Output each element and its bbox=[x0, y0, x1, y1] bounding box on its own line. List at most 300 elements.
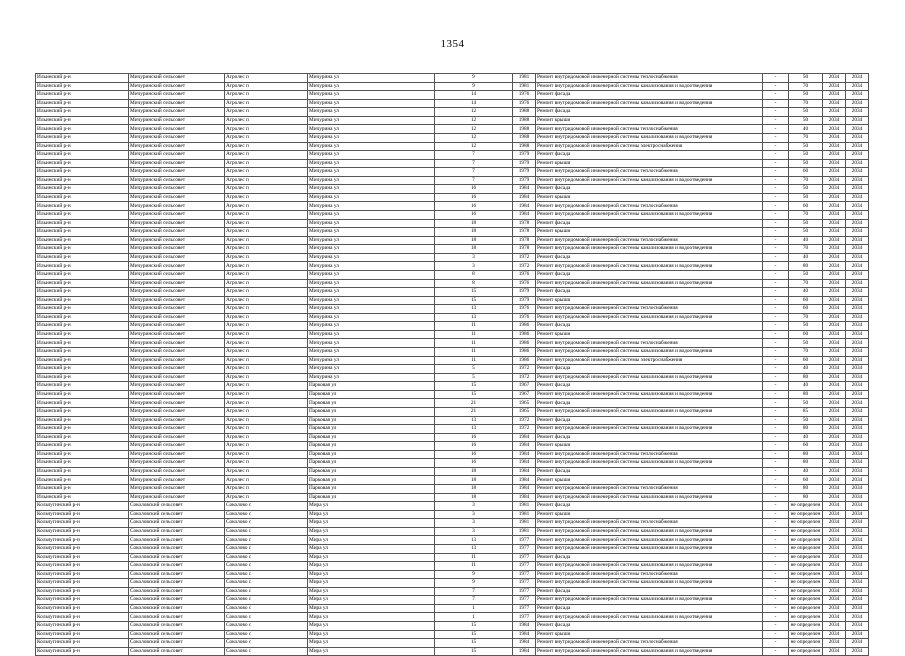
table-row bbox=[36, 236, 869, 245]
work-type-cell: Ремонт внутридомовой инженерной системы канализования и водоотведения bbox=[536, 390, 763, 399]
table-row bbox=[36, 416, 869, 425]
start-year-cell: 2034 bbox=[823, 433, 846, 442]
cost-cell: 80 bbox=[789, 450, 823, 459]
settlement-cell: Соколово с bbox=[225, 562, 308, 571]
settlement-cell: Соколово с bbox=[225, 639, 308, 648]
end-year-cell: 2034 bbox=[846, 604, 869, 613]
end-year-cell: 2034 bbox=[846, 245, 869, 254]
start-year-cell: 2034 bbox=[823, 348, 846, 357]
start-year-cell: 2034 bbox=[823, 125, 846, 134]
house-number-cell: 7 bbox=[435, 151, 513, 160]
house-number-cell: 18 bbox=[435, 493, 513, 502]
street-cell: Мира ул bbox=[308, 519, 435, 528]
settlement-cell: Агролес п bbox=[225, 390, 308, 399]
district-cell: Ильинский р-н bbox=[36, 296, 129, 305]
end-year-cell: 2034 bbox=[846, 476, 869, 485]
cost-cell: не определен bbox=[789, 570, 823, 579]
council-cell: Соколовский сельсовет bbox=[129, 647, 225, 656]
dash-cell: - bbox=[763, 270, 789, 279]
year-cell: 1979 bbox=[513, 151, 536, 160]
district-cell: Ильинский р-н bbox=[36, 202, 129, 211]
cost-cell: 50 bbox=[789, 116, 823, 125]
start-year-cell: 2034 bbox=[823, 176, 846, 185]
council-cell: Мичуринский сельсовет bbox=[129, 476, 225, 485]
council-cell: Соколовский сельсовет bbox=[129, 622, 225, 631]
start-year-cell: 2034 bbox=[823, 485, 846, 494]
cost-cell: 60 bbox=[789, 442, 823, 451]
street-cell: Мира ул bbox=[308, 639, 435, 648]
dash-cell: - bbox=[763, 168, 789, 177]
street-cell: Мичурина ул bbox=[308, 74, 435, 83]
house-number-cell: 18 bbox=[435, 219, 513, 228]
house-number-cell: 5 bbox=[435, 373, 513, 382]
dash-cell: - bbox=[763, 313, 789, 322]
cost-cell: 60 bbox=[789, 356, 823, 365]
end-year-cell: 2034 bbox=[846, 348, 869, 357]
start-year-cell: 2034 bbox=[823, 245, 846, 254]
table-row bbox=[36, 630, 869, 639]
end-year-cell: 2034 bbox=[846, 108, 869, 117]
council-cell: Мичуринский сельсовет bbox=[129, 279, 225, 288]
district-cell: Ильинский р-н bbox=[36, 74, 129, 83]
table-row bbox=[36, 202, 869, 211]
work-type-cell: Ремонт фасада bbox=[536, 91, 763, 100]
district-cell: Ильинский р-н bbox=[36, 288, 129, 297]
street-cell: Парковая ул bbox=[308, 467, 435, 476]
street-cell: Мира ул bbox=[308, 587, 435, 596]
year-cell: 1977 bbox=[513, 562, 536, 571]
start-year-cell: 2034 bbox=[823, 390, 846, 399]
year-cell: 1984 bbox=[513, 442, 536, 451]
start-year-cell: 2034 bbox=[823, 579, 846, 588]
year-cell: 1984 bbox=[513, 647, 536, 656]
council-cell: Мичуринский сельсовет bbox=[129, 236, 225, 245]
year-cell: 1972 bbox=[513, 365, 536, 374]
house-number-cell: 12 bbox=[435, 142, 513, 151]
settlement-cell: Агролес п bbox=[225, 279, 308, 288]
cost-cell: не определен bbox=[789, 596, 823, 605]
table-row bbox=[36, 116, 869, 125]
year-cell: 1977 bbox=[513, 536, 536, 545]
dash-cell: - bbox=[763, 622, 789, 631]
table-row bbox=[36, 382, 869, 391]
district-cell: Ильинский р-н bbox=[36, 159, 129, 168]
dash-cell: - bbox=[763, 330, 789, 339]
settlement-cell: Агролес п bbox=[225, 467, 308, 476]
dash-cell: - bbox=[763, 219, 789, 228]
table-row bbox=[36, 425, 869, 434]
work-type-cell: Ремонт внутридомовой инженерной системы канализования и водоотведения bbox=[536, 313, 763, 322]
council-cell: Мичуринский сельсовет bbox=[129, 407, 225, 416]
street-cell: Парковая ул bbox=[308, 442, 435, 451]
cost-cell: не определен bbox=[789, 604, 823, 613]
cost-cell: 50 bbox=[789, 193, 823, 202]
council-cell: Мичуринский сельсовет bbox=[129, 74, 225, 83]
council-cell: Соколовский сельсовет bbox=[129, 579, 225, 588]
settlement-cell: Агролес п bbox=[225, 356, 308, 365]
house-number-cell: 3 bbox=[435, 502, 513, 511]
year-cell: 1981 bbox=[513, 510, 536, 519]
council-cell: Мичуринский сельсовет bbox=[129, 399, 225, 408]
settlement-cell: Агролес п bbox=[225, 425, 308, 434]
work-type-cell: Ремонт крыши bbox=[536, 296, 763, 305]
settlement-cell: Агролес п bbox=[225, 116, 308, 125]
page-number: 1354 bbox=[440, 38, 465, 50]
year-cell: 1984 bbox=[513, 467, 536, 476]
year-cell: 1984 bbox=[513, 639, 536, 648]
start-year-cell: 2034 bbox=[823, 228, 846, 237]
cost-cell: 40 bbox=[789, 382, 823, 391]
district-cell: Ильинский р-н bbox=[36, 390, 129, 399]
year-cell: 1984 bbox=[513, 630, 536, 639]
start-year-cell: 2034 bbox=[823, 159, 846, 168]
cost-cell: 50 bbox=[789, 228, 823, 237]
settlement-cell: Агролес п bbox=[225, 176, 308, 185]
district-cell: Ильинский р-н bbox=[36, 168, 129, 177]
work-type-cell: Ремонт крыши bbox=[536, 228, 763, 237]
work-type-cell: Ремонт внутридомовой инженерной системы канализования и водоотведения bbox=[536, 544, 763, 553]
dash-cell: - bbox=[763, 185, 789, 194]
start-year-cell: 2034 bbox=[823, 91, 846, 100]
council-cell: Мичуринский сельсовет bbox=[129, 91, 225, 100]
house-number-cell: 15 bbox=[435, 390, 513, 399]
house-number-cell: 16 bbox=[435, 202, 513, 211]
cost-cell: 50 bbox=[789, 416, 823, 425]
year-cell: 1981 bbox=[513, 519, 536, 528]
end-year-cell: 2034 bbox=[846, 305, 869, 314]
start-year-cell: 2034 bbox=[823, 151, 846, 160]
work-type-cell: Ремонт внутридомовой инженерной системы канализования и водоотведения bbox=[536, 373, 763, 382]
dash-cell: - bbox=[763, 228, 789, 237]
dash-cell: - bbox=[763, 142, 789, 151]
district-cell: Кольчугинский р-н bbox=[36, 596, 129, 605]
table-row bbox=[36, 450, 869, 459]
settlement-cell: Соколово с bbox=[225, 544, 308, 553]
street-cell: Парковая ул bbox=[308, 399, 435, 408]
cost-cell: 70 bbox=[789, 176, 823, 185]
end-year-cell: 2034 bbox=[846, 562, 869, 571]
end-year-cell: 2034 bbox=[846, 330, 869, 339]
dash-cell: - bbox=[763, 356, 789, 365]
work-type-cell: Ремонт фасада bbox=[536, 467, 763, 476]
dash-cell: - bbox=[763, 373, 789, 382]
settlement-cell: Агролес п bbox=[225, 151, 308, 160]
year-cell: 1976 bbox=[513, 305, 536, 314]
year-cell: 1979 bbox=[513, 176, 536, 185]
cost-cell: не определен bbox=[789, 562, 823, 571]
start-year-cell: 2034 bbox=[823, 467, 846, 476]
year-cell: 1984 bbox=[513, 211, 536, 220]
street-cell: Мичурина ул bbox=[308, 151, 435, 160]
work-type-cell: Ремонт внутридомовой инженерной системы теплоснабжения bbox=[536, 202, 763, 211]
dash-cell: - bbox=[763, 407, 789, 416]
council-cell: Соколовский сельсовет bbox=[129, 604, 225, 613]
settlement-cell: Соколово с bbox=[225, 622, 308, 631]
work-type-cell: Ремонт крыши bbox=[536, 193, 763, 202]
council-cell: Мичуринский сельсовет bbox=[129, 416, 225, 425]
settlement-cell: Агролес п bbox=[225, 219, 308, 228]
year-cell: 1977 bbox=[513, 579, 536, 588]
cost-cell: 50 bbox=[789, 151, 823, 160]
work-type-cell: Ремонт крыши bbox=[536, 510, 763, 519]
street-cell: Парковая ул bbox=[308, 416, 435, 425]
district-cell: Кольчугинский р-н bbox=[36, 570, 129, 579]
work-type-cell: Ремонт фасада bbox=[536, 270, 763, 279]
end-year-cell: 2034 bbox=[846, 339, 869, 348]
district-cell: Ильинский р-н bbox=[36, 116, 129, 125]
dash-cell: - bbox=[763, 365, 789, 374]
end-year-cell: 2034 bbox=[846, 433, 869, 442]
work-type-cell: Ремонт фасада bbox=[536, 253, 763, 262]
end-year-cell: 2034 bbox=[846, 527, 869, 536]
cost-cell: 80 bbox=[789, 262, 823, 271]
end-year-cell: 2034 bbox=[846, 168, 869, 177]
district-cell: Ильинский р-н bbox=[36, 91, 129, 100]
cost-cell: 70 bbox=[789, 133, 823, 142]
house-number-cell: 3 bbox=[435, 253, 513, 262]
house-number-cell: 15 bbox=[435, 622, 513, 631]
end-year-cell: 2034 bbox=[846, 407, 869, 416]
street-cell: Мира ул bbox=[308, 604, 435, 613]
dash-cell: - bbox=[763, 604, 789, 613]
work-type-cell: Ремонт внутридомовой инженерной системы канализования и водоотведения bbox=[536, 133, 763, 142]
work-type-cell: Ремонт внутридомовой инженерной системы теплоснабжения bbox=[536, 450, 763, 459]
cost-cell: не определен bbox=[789, 579, 823, 588]
table-row bbox=[36, 399, 869, 408]
start-year-cell: 2034 bbox=[823, 587, 846, 596]
district-cell: Кольчугинский р-н bbox=[36, 502, 129, 511]
work-type-cell: Ремонт фасада bbox=[536, 185, 763, 194]
council-cell: Мичуринский сельсовет bbox=[129, 433, 225, 442]
dash-cell: - bbox=[763, 305, 789, 314]
street-cell: Мичурина ул bbox=[308, 133, 435, 142]
table-row bbox=[36, 570, 869, 579]
dash-cell: - bbox=[763, 519, 789, 528]
end-year-cell: 2034 bbox=[846, 185, 869, 194]
settlement-cell: Агролес п bbox=[225, 270, 308, 279]
district-cell: Кольчугинский р-н bbox=[36, 613, 129, 622]
table-row bbox=[36, 510, 869, 519]
year-cell: 1988 bbox=[513, 133, 536, 142]
cost-cell: 40 bbox=[789, 467, 823, 476]
table-row bbox=[36, 91, 869, 100]
year-cell: 1988 bbox=[513, 116, 536, 125]
cost-cell: 60 bbox=[789, 296, 823, 305]
settlement-cell: Агролес п bbox=[225, 305, 308, 314]
cost-cell: 85 bbox=[789, 407, 823, 416]
street-cell: Мичурина ул bbox=[308, 91, 435, 100]
end-year-cell: 2034 bbox=[846, 142, 869, 151]
start-year-cell: 2034 bbox=[823, 399, 846, 408]
cost-cell: 60 bbox=[789, 305, 823, 314]
district-cell: Ильинский р-н bbox=[36, 476, 129, 485]
table-row bbox=[36, 485, 869, 494]
table-row bbox=[36, 622, 869, 631]
start-year-cell: 2034 bbox=[823, 82, 846, 91]
start-year-cell: 2034 bbox=[823, 356, 846, 365]
dash-cell: - bbox=[763, 262, 789, 271]
dash-cell: - bbox=[763, 510, 789, 519]
cost-cell: 70 bbox=[789, 279, 823, 288]
work-type-cell: Ремонт крыши bbox=[536, 476, 763, 485]
start-year-cell: 2034 bbox=[823, 339, 846, 348]
council-cell: Мичуринский сельсовет bbox=[129, 348, 225, 357]
work-type-cell: Ремонт внутридомовой инженерной системы теплоснабжения bbox=[536, 339, 763, 348]
district-cell: Ильинский р-н bbox=[36, 425, 129, 434]
start-year-cell: 2034 bbox=[823, 236, 846, 245]
start-year-cell: 2034 bbox=[823, 382, 846, 391]
year-cell: 1977 bbox=[513, 613, 536, 622]
work-type-cell: Ремонт внутридомовой инженерной системы канализования и водоотведения bbox=[536, 579, 763, 588]
end-year-cell: 2034 bbox=[846, 502, 869, 511]
table-row bbox=[36, 613, 869, 622]
street-cell: Мичурина ул bbox=[308, 99, 435, 108]
district-cell: Ильинский р-н bbox=[36, 262, 129, 271]
work-type-cell: Ремонт внутридомовой инженерной системы канализования и водоотведения bbox=[536, 562, 763, 571]
settlement-cell: Агролес п bbox=[225, 236, 308, 245]
street-cell: Мичурина ул bbox=[308, 185, 435, 194]
year-cell: 1977 bbox=[513, 604, 536, 613]
council-cell: Мичуринский сельсовет bbox=[129, 151, 225, 160]
work-type-cell: Ремонт внутридомовой инженерной системы канализования и водоотведения bbox=[536, 348, 763, 357]
council-cell: Соколовский сельсовет bbox=[129, 502, 225, 511]
settlement-cell: Агролес п bbox=[225, 125, 308, 134]
street-cell: Мичурина ул bbox=[308, 168, 435, 177]
cost-cell: 60 bbox=[789, 476, 823, 485]
dash-cell: - bbox=[763, 587, 789, 596]
end-year-cell: 2034 bbox=[846, 570, 869, 579]
table-row bbox=[36, 185, 869, 194]
dash-cell: - bbox=[763, 596, 789, 605]
year-cell: 1981 bbox=[513, 527, 536, 536]
street-cell: Мичурина ул bbox=[308, 236, 435, 245]
work-type-cell: Ремонт внутридомовой инженерной системы канализования и водоотведения bbox=[536, 262, 763, 271]
work-type-cell: Ремонт фасада bbox=[536, 622, 763, 631]
settlement-cell: Агролес п bbox=[225, 348, 308, 357]
street-cell: Мичурина ул bbox=[308, 219, 435, 228]
street-cell: Мичурина ул bbox=[308, 330, 435, 339]
council-cell: Мичуринский сельсовет bbox=[129, 211, 225, 220]
settlement-cell: Агролес п bbox=[225, 493, 308, 502]
street-cell: Мира ул bbox=[308, 622, 435, 631]
council-cell: Мичуринский сельсовет bbox=[129, 228, 225, 237]
district-cell: Ильинский р-н bbox=[36, 245, 129, 254]
work-type-cell: Ремонт фасада bbox=[536, 553, 763, 562]
start-year-cell: 2034 bbox=[823, 365, 846, 374]
cost-cell: 50 bbox=[789, 185, 823, 194]
work-type-cell: Ремонт фасада bbox=[536, 587, 763, 596]
work-type-cell: Ремонт внутридомовой инженерной системы теплоснабжения bbox=[536, 125, 763, 134]
settlement-cell: Агролес п bbox=[225, 288, 308, 297]
dash-cell: - bbox=[763, 647, 789, 656]
settlement-cell: Агролес п bbox=[225, 262, 308, 271]
council-cell: Соколовский сельсовет bbox=[129, 613, 225, 622]
council-cell: Мичуринский сельсовет bbox=[129, 159, 225, 168]
house-number-cell: 7 bbox=[435, 159, 513, 168]
work-type-cell: Ремонт внутридомовой инженерной системы теплоснабжения bbox=[536, 485, 763, 494]
street-cell: Мира ул bbox=[308, 570, 435, 579]
work-type-cell: Ремонт фасада bbox=[536, 502, 763, 511]
year-cell: 1981 bbox=[513, 74, 536, 83]
year-cell: 1984 bbox=[513, 622, 536, 631]
district-cell: Ильинский р-н bbox=[36, 313, 129, 322]
table-row bbox=[36, 108, 869, 117]
cost-cell: 50 bbox=[789, 142, 823, 151]
dash-cell: - bbox=[763, 450, 789, 459]
settlement-cell: Агролес п bbox=[225, 193, 308, 202]
house-number-cell: 16 bbox=[435, 450, 513, 459]
dash-cell: - bbox=[763, 382, 789, 391]
cost-cell: не определен bbox=[789, 544, 823, 553]
cost-cell: 50 bbox=[789, 159, 823, 168]
council-cell: Мичуринский сельсовет bbox=[129, 450, 225, 459]
year-cell: 1988 bbox=[513, 125, 536, 134]
year-cell: 1967 bbox=[513, 390, 536, 399]
start-year-cell: 2034 bbox=[823, 613, 846, 622]
work-type-cell: Ремонт крыши bbox=[536, 116, 763, 125]
end-year-cell: 2034 bbox=[846, 296, 869, 305]
table-row bbox=[36, 562, 869, 571]
end-year-cell: 2034 bbox=[846, 74, 869, 83]
dash-cell: - bbox=[763, 211, 789, 220]
house-number-cell: 7 bbox=[435, 587, 513, 596]
work-type-cell: Ремонт внутридомовой инженерной системы канализования и водоотведения bbox=[536, 596, 763, 605]
year-cell: 1976 bbox=[513, 279, 536, 288]
year-cell: 1984 bbox=[513, 476, 536, 485]
council-cell: Мичуринский сельсовет bbox=[129, 168, 225, 177]
council-cell: Мичуринский сельсовет bbox=[129, 305, 225, 314]
table-row bbox=[36, 133, 869, 142]
year-cell: 1986 bbox=[513, 339, 536, 348]
work-type-cell: Ремонт внутридомовой инженерной системы канализования и водоотведения bbox=[536, 647, 763, 656]
end-year-cell: 2034 bbox=[846, 519, 869, 528]
settlement-cell: Агролес п bbox=[225, 450, 308, 459]
dash-cell: - bbox=[763, 442, 789, 451]
table-row bbox=[36, 330, 869, 339]
end-year-cell: 2034 bbox=[846, 116, 869, 125]
settlement-cell: Агролес п bbox=[225, 416, 308, 425]
work-type-cell: Ремонт фасада bbox=[536, 416, 763, 425]
cost-cell: не определен bbox=[789, 630, 823, 639]
street-cell: Парковая ул bbox=[308, 407, 435, 416]
year-cell: 1976 bbox=[513, 313, 536, 322]
start-year-cell: 2034 bbox=[823, 313, 846, 322]
council-cell: Мичуринский сельсовет bbox=[129, 313, 225, 322]
table-row bbox=[36, 356, 869, 365]
table-row bbox=[36, 99, 869, 108]
council-cell: Мичуринский сельсовет bbox=[129, 125, 225, 134]
start-year-cell: 2034 bbox=[823, 288, 846, 297]
end-year-cell: 2034 bbox=[846, 630, 869, 639]
table-row bbox=[36, 373, 869, 382]
table-row bbox=[36, 390, 869, 399]
start-year-cell: 2034 bbox=[823, 544, 846, 553]
settlement-cell: Агролес п bbox=[225, 485, 308, 494]
dash-cell: - bbox=[763, 467, 789, 476]
district-cell: Ильинский р-н bbox=[36, 322, 129, 331]
street-cell: Мичурина ул bbox=[308, 228, 435, 237]
table-row bbox=[36, 596, 869, 605]
year-cell: 1967 bbox=[513, 382, 536, 391]
council-cell: Мичуринский сельсовет bbox=[129, 142, 225, 151]
table-row bbox=[36, 587, 869, 596]
start-year-cell: 2034 bbox=[823, 553, 846, 562]
table-row bbox=[36, 211, 869, 220]
end-year-cell: 2034 bbox=[846, 125, 869, 134]
start-year-cell: 2034 bbox=[823, 305, 846, 314]
settlement-cell: Агролес п bbox=[225, 99, 308, 108]
work-type-cell: Ремонт крыши bbox=[536, 630, 763, 639]
